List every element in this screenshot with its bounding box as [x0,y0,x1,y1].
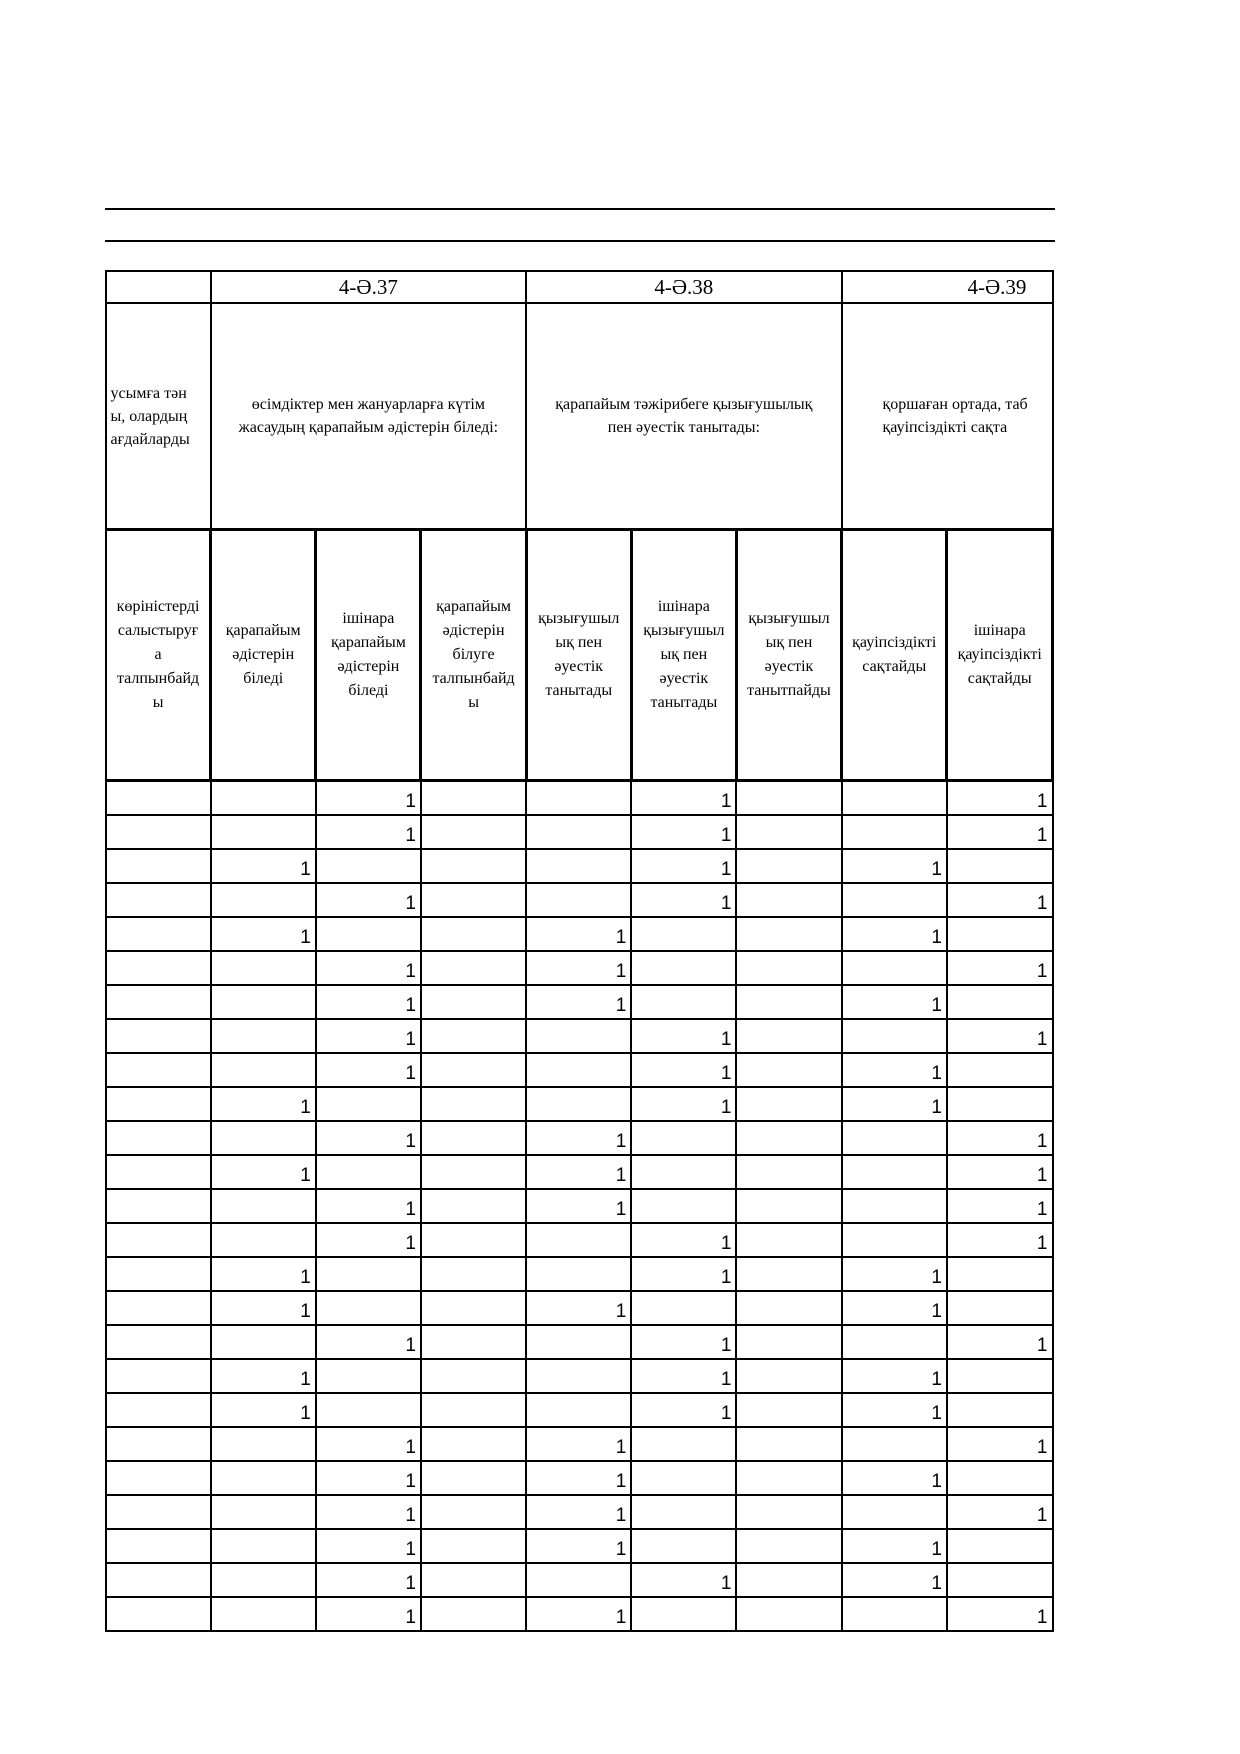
table-cell [631,1597,736,1631]
table-cell [106,1563,211,1597]
table-cell [421,815,526,849]
table-cell [106,1495,211,1529]
table-cell [106,985,211,1019]
table-cell: 1 [947,951,1053,985]
table-cell [421,1461,526,1495]
group-code [842,271,1053,303]
table-cell [947,1461,1053,1495]
table-row [106,849,1053,883]
subcolumn-header-text: қарапайым әдістерін білуге талпынбайд ы [432,598,515,711]
table-cell: 1 [316,1121,421,1155]
table-cell: 1 [316,1325,421,1359]
group-code: 4-Ә.37 [211,271,527,303]
group-code: 4-Ә.38 [526,271,841,303]
table-cell: 1 [631,815,736,849]
group-description-text: усымға тән ы, олардың ағдайларды [110,384,190,448]
table-cell [736,1087,841,1121]
table-cell: 1 [316,1189,421,1223]
table-cell [631,1461,736,1495]
table-cell: 1 [631,883,736,917]
table-cell [106,1121,211,1155]
table-cell [631,917,736,951]
table-cell: 1 [526,985,631,1019]
table-cell: 1 [947,781,1053,816]
table-cell [106,951,211,985]
table-cell [106,1155,211,1189]
table-cell [842,1189,947,1223]
table-cell [211,1121,316,1155]
table-cell [736,1529,841,1563]
table-cell: 1 [631,1393,736,1427]
table-cell: 1 [947,1597,1053,1631]
table-cell [421,917,526,951]
table-cell [947,1359,1053,1393]
table-cell [631,1155,736,1189]
table-cell [211,1019,316,1053]
table-cell [736,1121,841,1155]
table-cell [211,815,316,849]
table-cell [421,1597,526,1631]
table-row [106,1461,1053,1495]
table-cell [736,1155,841,1189]
table-cell [421,1087,526,1121]
table-cell [211,781,316,816]
table-cell [736,1223,841,1257]
table-cell [526,1019,631,1053]
table-cell [947,917,1053,951]
table-cell: 1 [316,1529,421,1563]
table-row [106,1393,1053,1427]
top-rule [105,208,1055,210]
table-cell [316,1291,421,1325]
table-cell [421,1053,526,1087]
table-cell [316,1087,421,1121]
table-cell [211,1597,316,1631]
table-cell: 1 [316,1597,421,1631]
table-cell [316,1155,421,1189]
table-cell: 1 [211,1359,316,1393]
table-cell [106,1291,211,1325]
table-cell: 1 [947,1427,1053,1461]
table-cell: 1 [211,1257,316,1291]
table-cell: 1 [631,781,736,816]
table-cell: 1 [842,1461,947,1495]
table-cell [526,1223,631,1257]
subcolumn-header [211,530,316,781]
table-cell: 1 [947,1325,1053,1359]
table-cell [421,951,526,985]
table-cell: 1 [842,985,947,1019]
table-cell [947,1087,1053,1121]
table-cell: 1 [211,1393,316,1427]
group-description [106,303,211,530]
table-cell [421,1121,526,1155]
table-row [106,1087,1053,1121]
table-row [106,1019,1053,1053]
table-cell: 1 [316,1053,421,1087]
table-cell [736,1291,841,1325]
table-cell [106,1087,211,1121]
table-row [106,1529,1053,1563]
table-cell: 1 [526,1189,631,1223]
code-row [106,271,1053,303]
table-row [106,883,1053,917]
table-cell [526,849,631,883]
table-cell [842,1223,947,1257]
table-cell [421,883,526,917]
table-cell [421,1019,526,1053]
table-cell [421,1529,526,1563]
table-cell [631,1529,736,1563]
subcolumn-header [526,530,631,781]
table-cell: 1 [526,1495,631,1529]
table-cell [106,883,211,917]
table-cell [421,1563,526,1597]
table-cell [947,1053,1053,1087]
table-cell [736,1597,841,1631]
table-cell [421,1155,526,1189]
table-cell: 1 [947,1019,1053,1053]
table-cell [106,1427,211,1461]
subcolumn-header-text: ішінара қарапайым әдістерін біледі [330,610,406,699]
subcolumn-header [842,530,947,781]
subcolumn-header [736,530,841,781]
table-row [106,985,1053,1019]
table-cell [842,1019,947,1053]
table-cell [736,1461,841,1495]
table-cell [842,1495,947,1529]
table-cell [421,1291,526,1325]
table-cell: 1 [842,1359,947,1393]
table-cell: 1 [526,1121,631,1155]
table-row [106,951,1053,985]
table-cell [211,1325,316,1359]
group-code-text: 4-Ә.39 [967,274,1027,299]
table-cell: 1 [316,883,421,917]
table-cell: 1 [316,1563,421,1597]
table-cell: 1 [526,1597,631,1631]
table-cell: 1 [316,1223,421,1257]
table-cell [842,815,947,849]
table-cell [106,1393,211,1427]
description-row [106,303,1053,530]
table-cell [106,1359,211,1393]
table-cell: 1 [316,1495,421,1529]
table-cell [736,1325,841,1359]
table-cell: 1 [526,1155,631,1189]
table-cell [842,1325,947,1359]
subcolumn-header-text: қарапайым әдістерін біледі [225,622,301,687]
table-cell [631,985,736,1019]
table-cell: 1 [842,1257,947,1291]
table-cell [842,1121,947,1155]
table-cell: 1 [526,951,631,985]
table-cell [211,1223,316,1257]
subcolumn-header-text: қызығушыл ық пен әуестік танытады [538,610,620,699]
table-cell [842,1155,947,1189]
group-description-text: қарапайым тәжірибеге қызығушылық пен әуестік танытады: [555,396,813,436]
table-row [106,1053,1053,1087]
table-cell [106,815,211,849]
table-cell: 1 [947,1495,1053,1529]
table-cell [736,883,841,917]
table-cell [106,781,211,816]
table-cell [947,1393,1053,1427]
group-description [526,303,841,530]
table-cell [316,849,421,883]
table-cell [631,1189,736,1223]
table-cell [421,849,526,883]
table-cell [736,1495,841,1529]
table-cell: 1 [842,1393,947,1427]
table-cell [526,1359,631,1393]
table-cell: 1 [631,1325,736,1359]
table-cell [526,815,631,849]
table-cell [736,985,841,1019]
table-cell [526,1563,631,1597]
table-row [106,1189,1053,1223]
table-cell [421,1189,526,1223]
table-cell: 1 [947,1121,1053,1155]
table-cell [736,1189,841,1223]
table-cell [211,1529,316,1563]
table-cell [842,1597,947,1631]
table-cell: 1 [947,1155,1053,1189]
table-cell [106,1019,211,1053]
table-row [106,781,1053,816]
table-cell [736,917,841,951]
table-row [106,1121,1053,1155]
table-row [106,1563,1053,1597]
table-cell [842,951,947,985]
subcolumn-header-text: қызығушыл ық пен әуестік танытпайды [747,610,831,699]
table-cell [106,917,211,951]
table-cell [421,1359,526,1393]
table-cell: 1 [316,985,421,1019]
table-cell [106,1461,211,1495]
table-cell [526,1325,631,1359]
group-code [106,271,211,303]
table-cell [736,1427,841,1461]
subcolumn-header [947,530,1053,781]
table-cell [211,1495,316,1529]
table-cell: 1 [316,1461,421,1495]
table-cell: 1 [211,849,316,883]
table-cell: 1 [526,1427,631,1461]
subcolumn-header [106,530,211,781]
table-cell [421,1223,526,1257]
table-cell [736,1393,841,1427]
table-cell: 1 [316,781,421,816]
table-cell: 1 [842,1563,947,1597]
subcolumn-header-text: қауіпсіздікті сақтайды [852,634,937,675]
table-cell: 1 [316,815,421,849]
table-cell: 1 [316,1019,421,1053]
table-cell: 1 [631,1359,736,1393]
table-cell [211,951,316,985]
table-cell: 1 [631,1223,736,1257]
subcolumn-header [421,530,526,781]
table-cell: 1 [842,1053,947,1087]
table-cell [526,1053,631,1087]
table-cell [736,849,841,883]
table-cell [106,849,211,883]
second-rule [105,240,1055,242]
table-cell [947,985,1053,1019]
table-row [106,1155,1053,1189]
table-cell: 1 [631,1053,736,1087]
table-cell: 1 [631,849,736,883]
table-cell [526,1393,631,1427]
table-cell [211,883,316,917]
table-cell [736,1563,841,1597]
table-cell: 1 [631,1019,736,1053]
table-cell [526,1257,631,1291]
table-cell [211,1189,316,1223]
table-cell [211,1563,316,1597]
table-cell [211,1461,316,1495]
table-cell [106,1529,211,1563]
table-row [106,1427,1053,1461]
table-cell: 1 [526,917,631,951]
table-row [106,1359,1053,1393]
table-cell: 1 [631,1563,736,1597]
table-row [106,1291,1053,1325]
table-cell: 1 [947,883,1053,917]
subcolumn-header [316,530,421,781]
assessment-table [105,270,1054,1632]
table-cell [526,883,631,917]
table-cell: 1 [526,1461,631,1495]
table-cell [106,1223,211,1257]
table-cell [947,1563,1053,1597]
table-cell [316,917,421,951]
table-cell: 1 [316,951,421,985]
table-cell [631,951,736,985]
table-cell: 1 [947,1223,1053,1257]
table-cell [526,781,631,816]
table-cell [736,1257,841,1291]
table-cell: 1 [526,1291,631,1325]
table-cell [947,1291,1053,1325]
table-cell [736,1019,841,1053]
table-cell [106,1597,211,1631]
table-cell: 1 [842,917,947,951]
table-cell [631,1291,736,1325]
group-description-text: қоршаған ортада, таб қауіпсіздікті сақта [882,396,1028,436]
table-row [106,917,1053,951]
table-cell [421,1257,526,1291]
table-cell [106,1189,211,1223]
table-cell [106,1325,211,1359]
subcolumn-row [106,530,1053,781]
table-cell [316,1257,421,1291]
table-cell [631,1495,736,1529]
table-cell: 1 [842,1529,947,1563]
table-row [106,1223,1053,1257]
table-cell [736,951,841,985]
table-cell [947,1529,1053,1563]
group-description [211,303,527,530]
table-viewport [105,208,1055,1648]
table-cell: 1 [211,1291,316,1325]
table-cell: 1 [842,1087,947,1121]
subcolumn-header-text: ішінара қызығушыл ық пен әуестік танытады [643,598,725,711]
table-cell [421,1427,526,1461]
table-row [106,1495,1053,1529]
table-cell [631,1427,736,1461]
table-cell [736,815,841,849]
table-cell [421,781,526,816]
table-row [106,815,1053,849]
table-cell [842,883,947,917]
group-description [842,303,1053,530]
table-cell [842,1427,947,1461]
table-cell [421,1325,526,1359]
table-cell: 1 [947,1189,1053,1223]
subcolumn-header [631,530,736,781]
table-cell: 1 [842,849,947,883]
table-cell [421,1495,526,1529]
table-cell: 1 [631,1087,736,1121]
table-cell [211,985,316,1019]
subcolumn-header-text: көріністерді салыстыруғ а талпынбайд ы [116,598,200,711]
table-cell: 1 [947,815,1053,849]
table-cell [947,1257,1053,1291]
table-cell [421,985,526,1019]
table-cell [421,1393,526,1427]
table-cell [526,1087,631,1121]
table-cell [631,1121,736,1155]
table-row [106,1597,1053,1631]
table-cell [736,1359,841,1393]
table-cell: 1 [211,1155,316,1189]
table-cell [106,1053,211,1087]
table-cell [736,1053,841,1087]
table-cell: 1 [631,1257,736,1291]
table-row [106,1257,1053,1291]
table-cell [842,781,947,816]
table-cell [947,849,1053,883]
subcolumn-header-text: ішінара қауіпсіздікті сақтайды [957,622,1042,687]
table-cell: 1 [842,1291,947,1325]
table-cell [211,1053,316,1087]
table-cell: 1 [316,1427,421,1461]
group-description-text: өсімдіктер мен жануарларға күтім жасаудың қарапайым әдістерін біледі: [238,396,499,436]
table-cell: 1 [211,1087,316,1121]
table-row [106,1325,1053,1359]
table-cell: 1 [526,1529,631,1563]
table-cell [106,1257,211,1291]
table-cell [736,781,841,816]
table-cell [316,1393,421,1427]
table-cell [211,1427,316,1461]
table-cell: 1 [211,917,316,951]
table-cell [316,1359,421,1393]
